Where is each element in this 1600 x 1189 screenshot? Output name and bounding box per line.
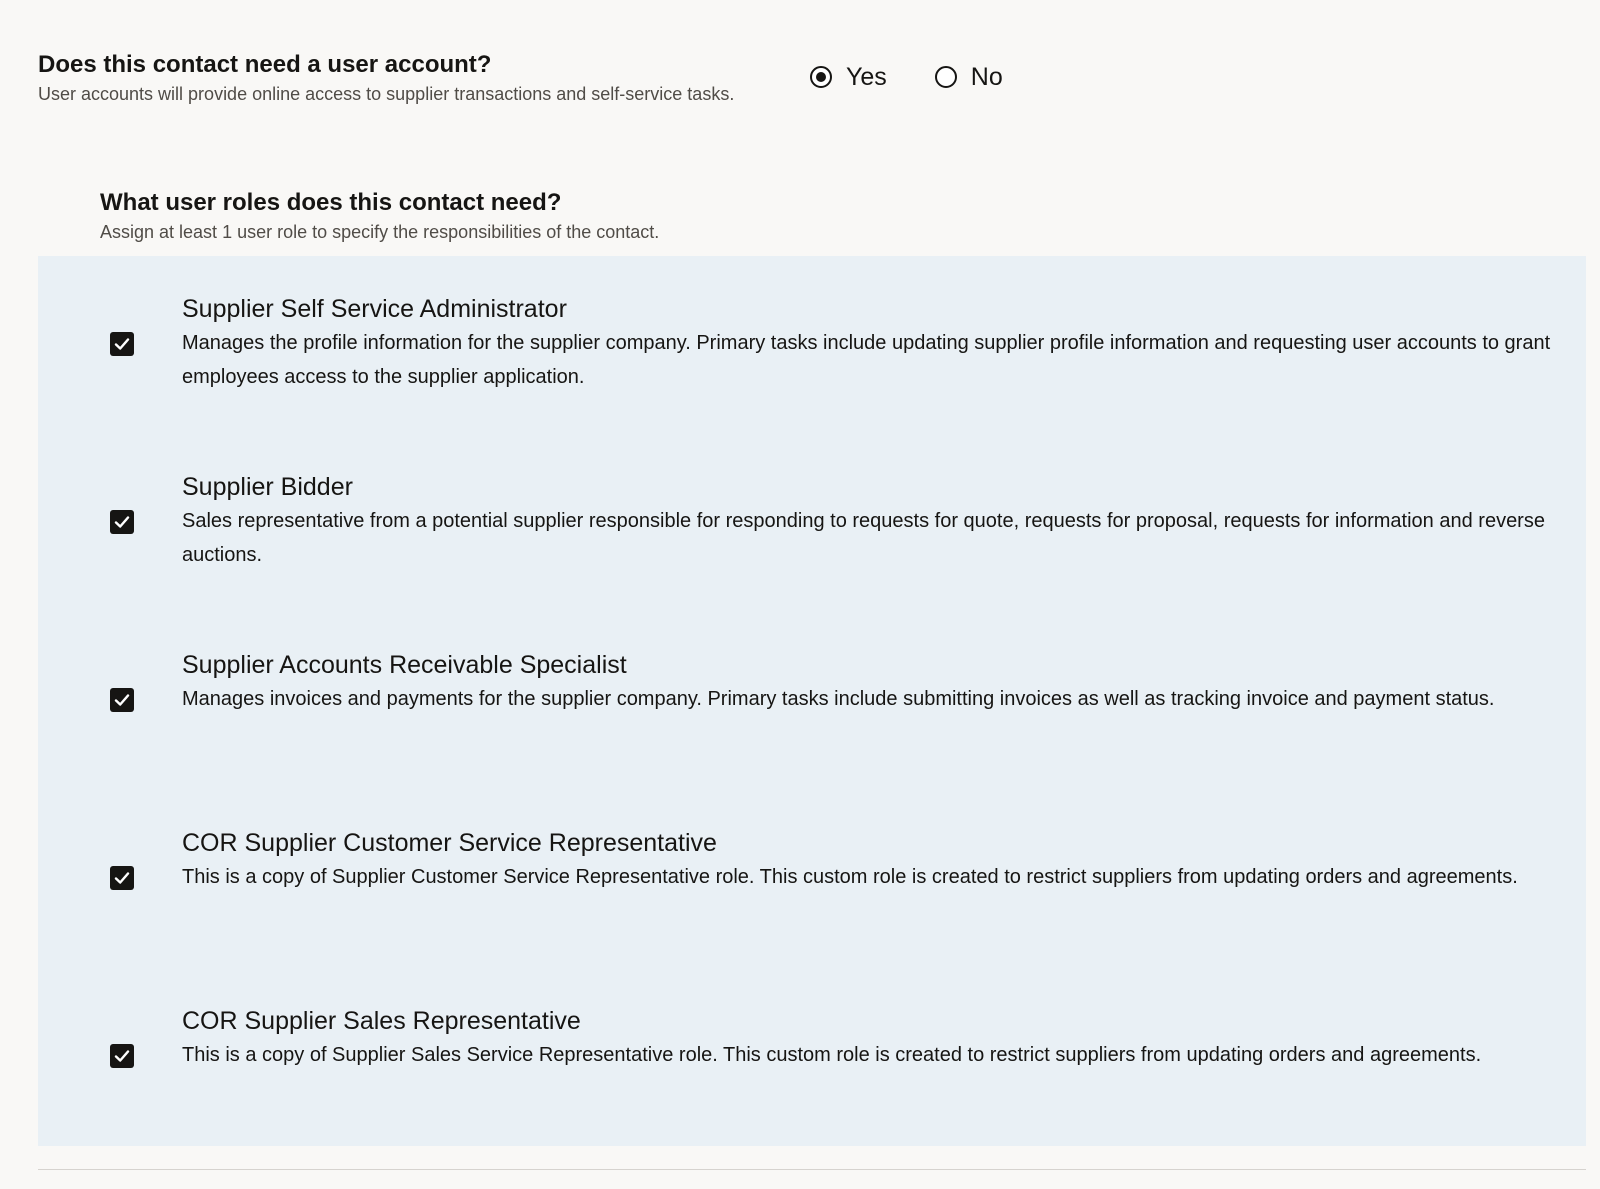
role-item-supplier-accounts-receivable-specialist — [38, 648, 1586, 808]
radio-no-icon[interactable] — [935, 66, 957, 88]
role-description: This is a copy of Supplier Sales Service Representative role. This custom role is created to restrict suppliers from updating orders and agreements. — [182, 1044, 1482, 1066]
radio-yes-label: Yes — [846, 63, 887, 91]
checkmark-icon — [113, 1047, 131, 1065]
divider — [38, 1169, 1586, 1170]
role-item-supplier-bidder — [38, 470, 1586, 630]
roles-panel — [38, 256, 1586, 1146]
role-checkbox[interactable] — [110, 866, 134, 890]
account-question-title: Does this contact need a user account? — [38, 51, 492, 78]
checkmark-icon — [113, 335, 131, 353]
role-name: COR Supplier Customer Service Representative — [182, 829, 717, 857]
role-item-supplier-self-service-administrator — [38, 292, 1586, 452]
checkmark-icon — [113, 869, 131, 887]
radio-option-no[interactable] — [935, 59, 1003, 95]
role-name: Supplier Accounts Receivable Specialist — [182, 651, 627, 679]
role-checkbox[interactable] — [110, 688, 134, 712]
account-question-subtitle: User accounts will provide online access to supplier transactions and self-service tasks. — [38, 84, 735, 104]
role-name: COR Supplier Sales Representative — [182, 1007, 581, 1035]
role-item-cor-supplier-customer-service-representative — [38, 826, 1586, 986]
checkmark-icon — [113, 691, 131, 709]
role-checkbox[interactable] — [110, 1044, 134, 1068]
role-checkbox[interactable] — [110, 332, 134, 356]
radio-yes-icon[interactable] — [810, 66, 832, 88]
account-question — [38, 48, 734, 106]
role-name: Supplier Self Service Administrator — [182, 295, 567, 323]
role-name: Supplier Bidder — [182, 473, 353, 501]
role-description: Manages invoices and payments for the supplier company. Primary tasks include submitting invoices as well as tracking invoice and payment status. — [182, 688, 1495, 710]
radio-option-yes[interactable] — [810, 59, 887, 95]
account-radio-group — [810, 59, 1051, 95]
radio-no-label: No — [970, 63, 1003, 91]
role-checkbox[interactable] — [110, 510, 134, 534]
roles-subtitle: Assign at least 1 user role to specify the responsibilities of the contact. — [100, 222, 660, 242]
role-description: Sales representative from a potential supplier responsible for responding to requests for quote, requests for proposal, requests for information and reverse auctions. — [182, 510, 1545, 566]
roles-title: What user roles does this contact need? — [100, 189, 562, 216]
role-description: This is a copy of Supplier Customer Service Representative role. This custom role is created to restrict suppliers from updating orders and agreements. — [182, 866, 1518, 888]
role-description: Manages the profile information for the supplier company. Primary tasks include updating supplier profile information and requesting user accounts to grant employees access to the supplier application. — [182, 332, 1551, 388]
role-item-cor-supplier-sales-representative — [38, 1004, 1586, 1164]
roles-header — [100, 186, 659, 244]
checkmark-icon — [113, 513, 131, 531]
